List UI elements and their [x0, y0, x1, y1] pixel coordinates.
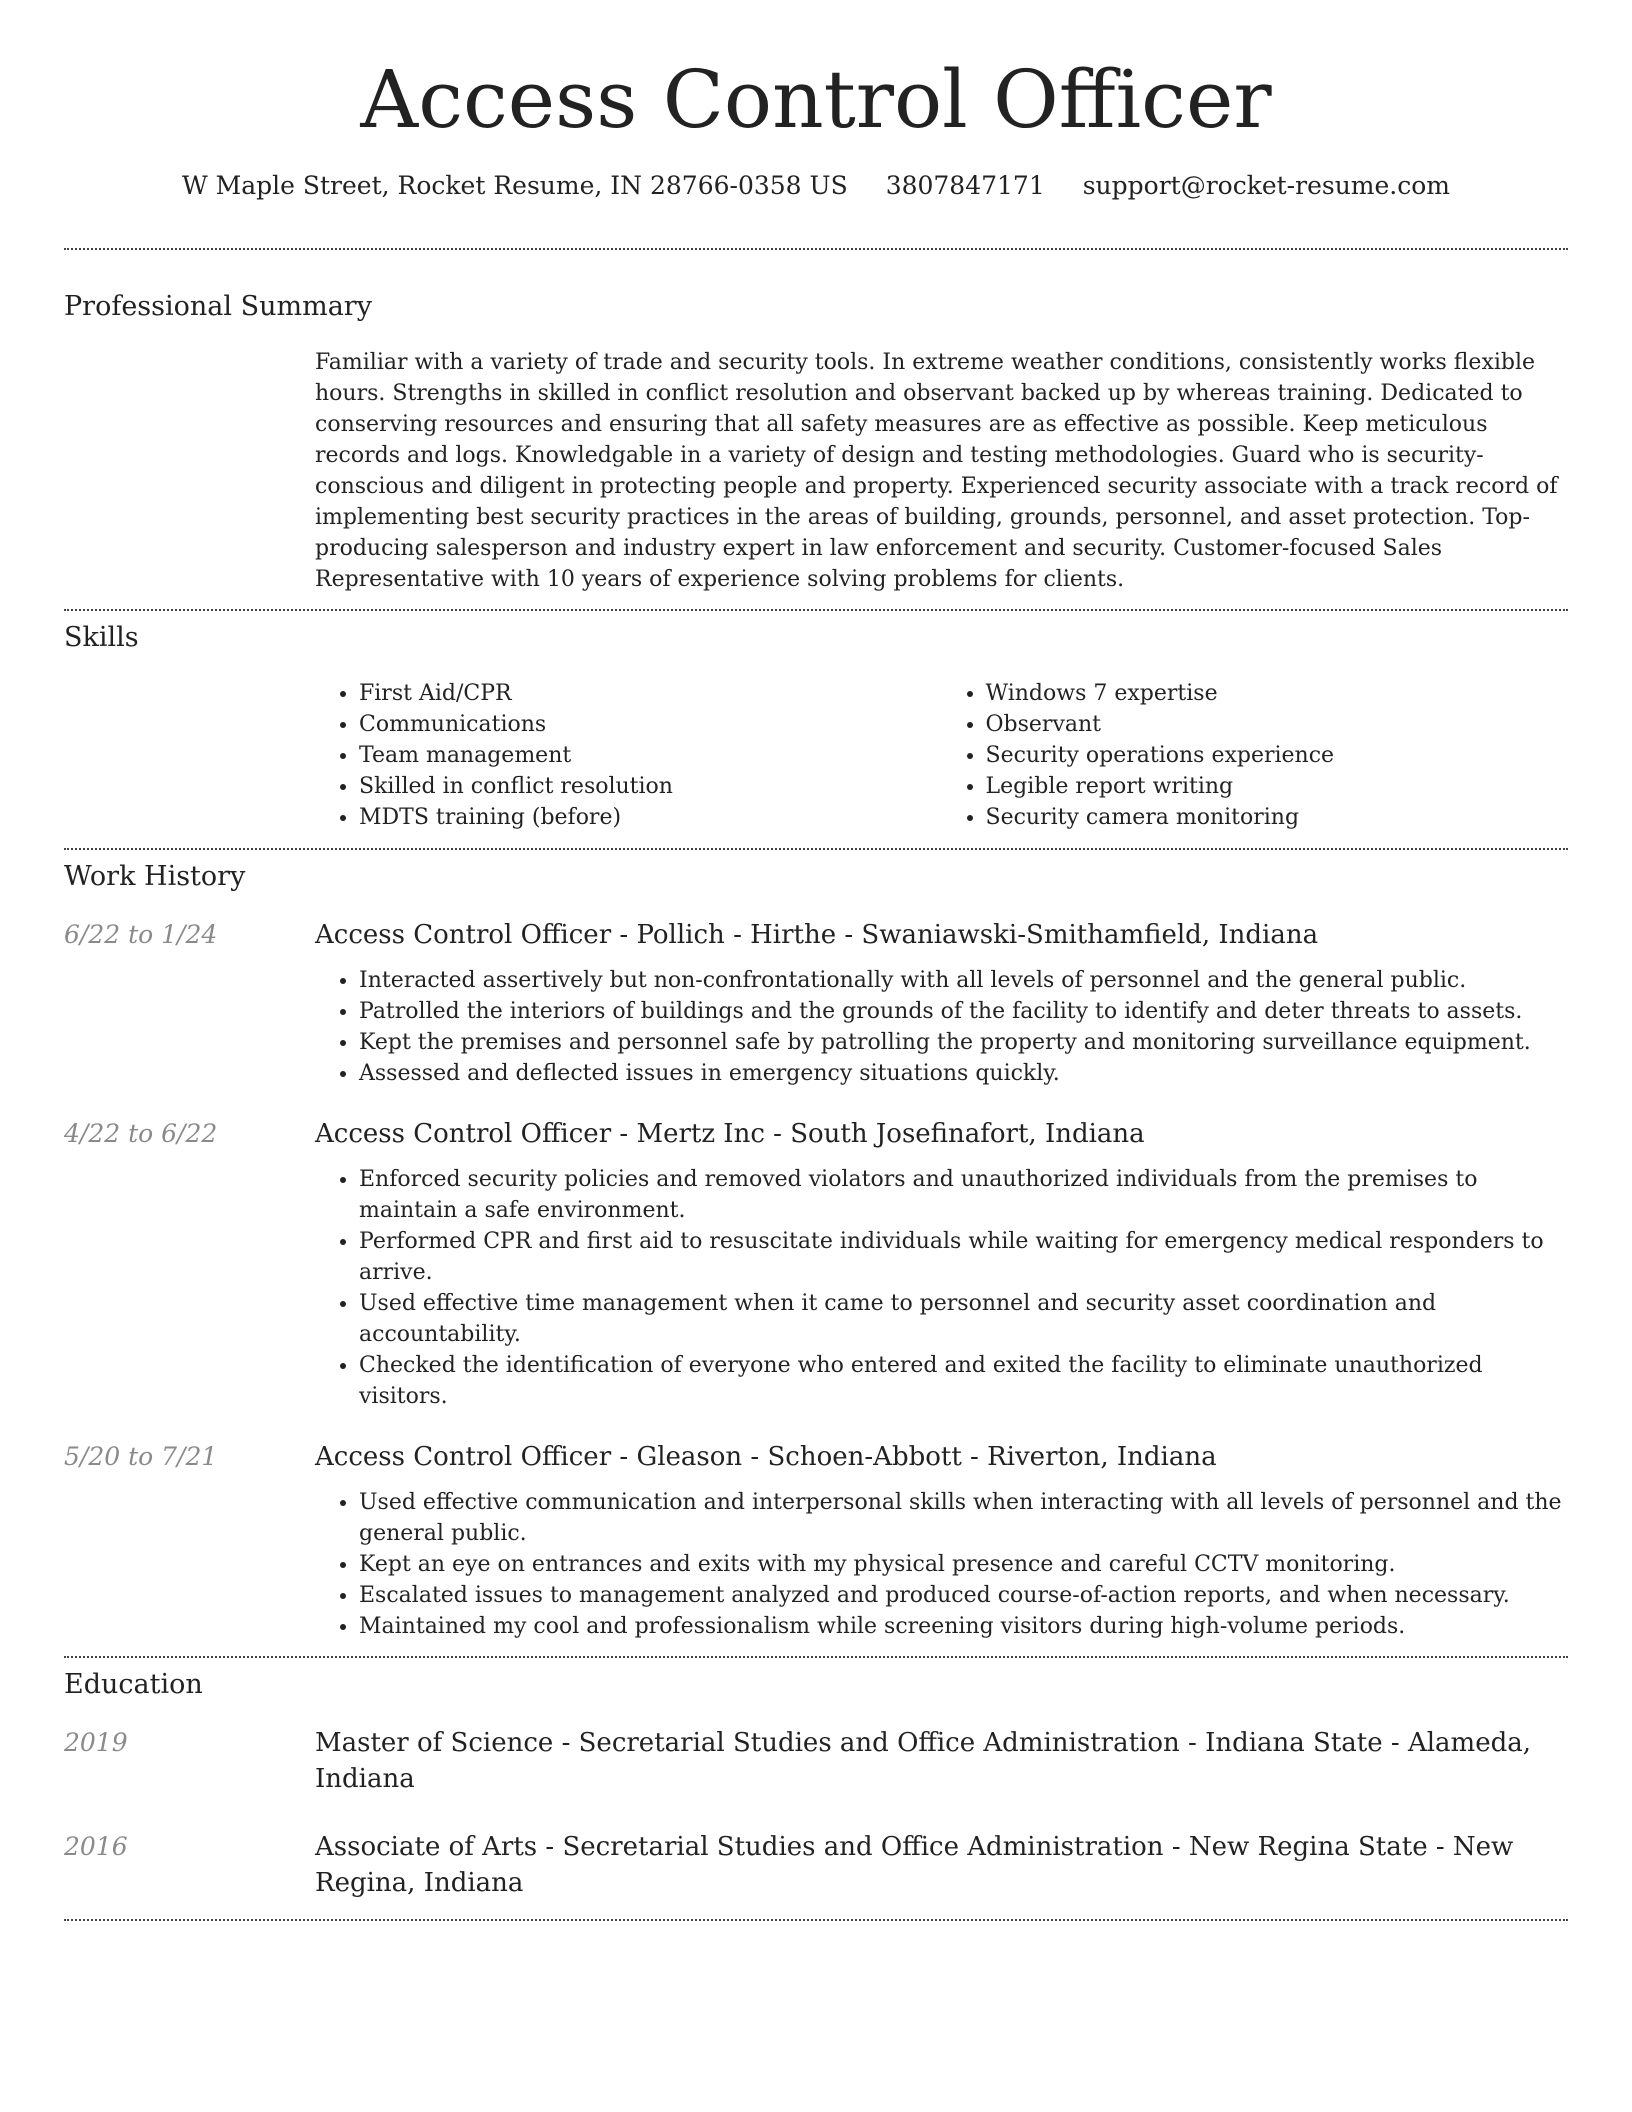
- skills-list: [315, 678, 1568, 833]
- job-bullets: [315, 965, 1568, 1089]
- education-entry: [64, 1829, 1568, 1901]
- job-date: 4/22 to 6/22: [64, 1119, 218, 1148]
- skill-item: • Security operations experience: [986, 740, 1569, 771]
- education-school: Indiana State - Alameda, Indiana: [315, 1728, 1532, 1794]
- job-heading: Access Control Officer - Mertz Inc - South Josefinafort, Indiana: [315, 1119, 1145, 1149]
- job-bullet: • Checked the identification of everyone who entered and exited the facility to eliminate unauthorized visitors.: [359, 1350, 1568, 1412]
- job-heading: Access Control Officer - Pollich - Hirthe - Swaniawski-Smithamfield, Indiana: [315, 920, 1319, 950]
- education-entry: [64, 1725, 1568, 1797]
- skills-column-right: [942, 678, 1569, 833]
- summary-text: Familiar with a variety of trade and security tools. In extreme weather conditions, consistently works flexible hours. Strengths in skilled in conflict resolution and observant backed up by whereas training. Dedicated to conserving resources and ensuring that all safety measures are as effective as possible. Keep meticulous records and logs. Knowledgable in a variety of design and testing methodologies. Guard who is security-conscious and diligent in protecting people and property. Experienced security associate with a track record of implementing best security practices in the areas of building, grounds, personnel, and asset protection. Top-producing salesperson and industry expert in law enforcement and security. Customer-focused Sales Representative with 10 years of experience solving problems for clients.: [315, 350, 1558, 592]
- skill-item: • Observant: [986, 709, 1569, 740]
- section-title-summary: Professional Summary: [64, 291, 372, 322]
- contact-address: W Maple Street, Rocket Resume, IN 28766-0358 US: [181, 171, 848, 200]
- section-title-skills: Skills: [64, 622, 139, 653]
- skill-item: • Team management: [359, 740, 942, 771]
- job-company: Gleason - Schoen-Abbott - Riverton, Indiana: [636, 1442, 1217, 1472]
- skill-item: • Security camera monitoring: [986, 802, 1569, 833]
- skill-item: • Skilled in conflict resolution: [359, 771, 942, 802]
- job-entry: [64, 1116, 1568, 1412]
- resume-name: Access Control Officer: [360, 53, 1272, 146]
- divider: [64, 848, 1568, 850]
- divider: [64, 1656, 1568, 1658]
- job-date: 6/22 to 1/24: [64, 920, 218, 949]
- job-bullet: • Enforced security policies and removed violators and unauthorized individuals from the premises to maintain a safe environment.: [359, 1164, 1568, 1226]
- education-heading: Master of Science - Secretarial Studies and Office Administration - Indiana State - Alameda, Indiana: [315, 1728, 1532, 1794]
- job-bullets: [315, 1164, 1568, 1412]
- job-bullet: • Used effective communication and interpersonal skills when interacting with all levels of personnel and the general public.: [359, 1487, 1568, 1549]
- education-degree: Associate of Arts - Secretarial Studies and Office Administration: [315, 1832, 1164, 1862]
- education-date: 2019: [64, 1728, 128, 1757]
- job-company: Pollich - Hirthe - Swaniawski-Smithamfield, Indiana: [636, 920, 1319, 950]
- education-date: 2016: [64, 1832, 128, 1861]
- education-degree: Master of Science - Secretarial Studies and Office Administration: [315, 1728, 1180, 1758]
- education-heading: Associate of Arts - Secretarial Studies and Office Administration - New Regina State - New Regina, Indiana: [315, 1832, 1514, 1898]
- job-role: Access Control Officer: [315, 1442, 612, 1472]
- education-school: New Regina State - New Regina, Indiana: [315, 1832, 1514, 1898]
- job-date: 5/20 to 7/21: [64, 1442, 218, 1471]
- job-bullet: • Maintained my cool and professionalism while screening visitors during high-volume periods.: [359, 1611, 1568, 1642]
- job-bullet: • Used effective time management when it came to personnel and security asset coordination and accountability.: [359, 1288, 1568, 1350]
- skill-item: • Communications: [359, 709, 942, 740]
- job-bullet: • Assessed and deflected issues in emergency situations quickly.: [359, 1058, 1568, 1089]
- job-entry: [64, 917, 1568, 1089]
- job-bullets: [315, 1487, 1568, 1642]
- section-title-education: Education: [64, 1669, 203, 1700]
- job-entry: [64, 1439, 1568, 1642]
- skill-item: • Windows 7 expertise: [986, 678, 1569, 709]
- contact-line: [64, 168, 1568, 204]
- section-title-work: Work History: [64, 861, 246, 892]
- job-role: Access Control Officer: [315, 920, 612, 950]
- job-bullet: • Performed CPR and first aid to resuscitate individuals while waiting for emergency medical responders to arrive.: [359, 1226, 1568, 1288]
- job-heading: Access Control Officer - Gleason - Schoen-Abbott - Riverton, Indiana: [315, 1442, 1217, 1472]
- job-company: Mertz Inc - South Josefinafort, Indiana: [636, 1119, 1145, 1149]
- skill-item: • MDTS training (before): [359, 802, 942, 833]
- skill-item: • First Aid/CPR: [359, 678, 942, 709]
- divider: [64, 1919, 1568, 1921]
- skill-item: • Legible report writing: [986, 771, 1569, 802]
- job-bullet: • Kept the premises and personnel safe by patrolling the property and monitoring surveillance equipment.: [359, 1027, 1568, 1058]
- job-role: Access Control Officer: [315, 1119, 612, 1149]
- job-bullet: • Patrolled the interiors of buildings and the grounds of the facility to identify and deter threats to assets.: [359, 996, 1568, 1027]
- job-bullet: • Kept an eye on entrances and exits with my physical presence and careful CCTV monitoring.: [359, 1549, 1568, 1580]
- divider: [64, 609, 1568, 611]
- job-bullet: • Interacted assertively but non-confrontationally with all levels of personnel and the general public.: [359, 965, 1568, 996]
- divider: [64, 248, 1568, 250]
- contact-email: support@rocket-resume.com: [1082, 171, 1451, 200]
- contact-phone: 3807847171: [885, 171, 1045, 200]
- skills-column-left: [315, 678, 942, 833]
- job-bullet: • Escalated issues to management analyzed and produced course-of-action reports, and when necessary.: [359, 1580, 1568, 1611]
